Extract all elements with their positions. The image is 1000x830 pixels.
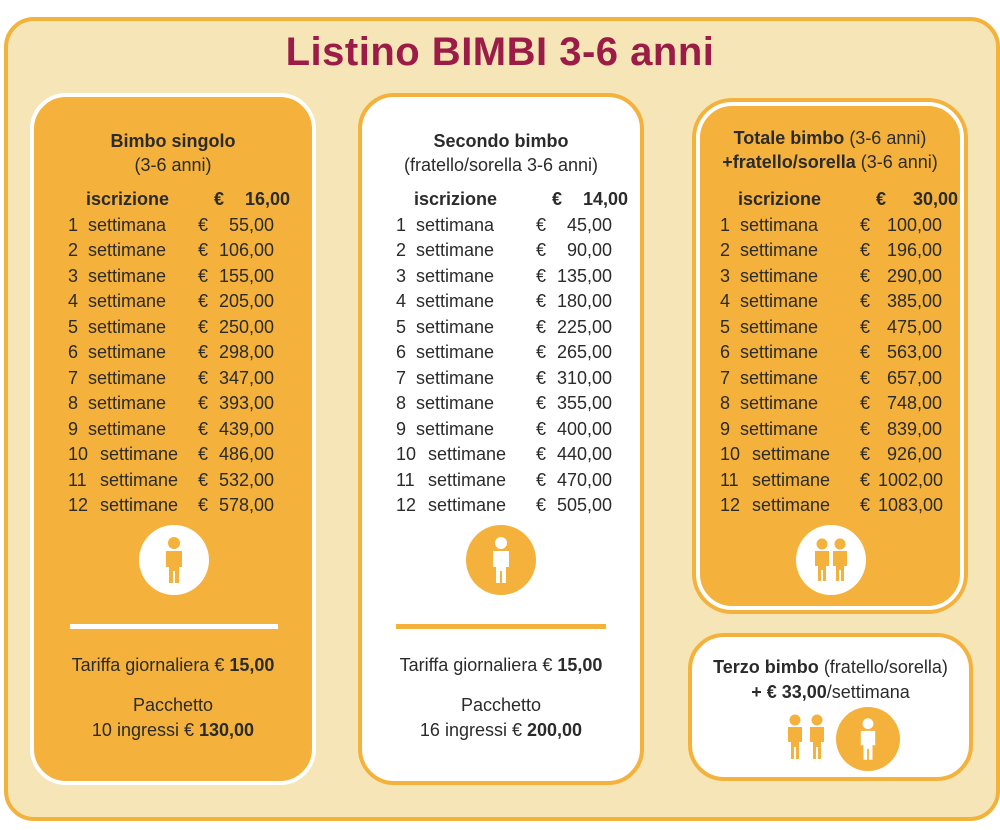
package-label: Pacchetto: [132, 695, 214, 715]
divider: [70, 624, 278, 629]
price-value: 55,00: [228, 214, 274, 235]
euro-sign: €: [860, 291, 871, 311]
price-row: [396, 238, 628, 264]
euro-sign: €: [536, 316, 547, 337]
card-title-rest: (3-6 anni): [849, 128, 927, 148]
child-icon: [836, 707, 900, 771]
euro-sign: €: [860, 469, 871, 490]
price-row: [68, 493, 290, 519]
iscrizione-label: iscrizione: [414, 189, 498, 209]
week-label: settimane: [752, 444, 831, 464]
week-label: settimane: [416, 265, 495, 286]
week-count: 10: [720, 444, 741, 464]
page-title: Listino BIMBI 3-6 anni: [285, 30, 715, 74]
price-value: 439,00: [218, 418, 274, 439]
child-icon: [139, 525, 209, 595]
week-label: settimane: [740, 316, 819, 337]
week-label: settimana: [88, 214, 167, 235]
week-label: settimane: [88, 316, 167, 337]
price-row: [720, 315, 958, 341]
euro-sign: €: [860, 495, 871, 515]
daily-rate-label: Tariffa giornaliera €: [71, 655, 225, 675]
week-count: 6: [396, 342, 407, 362]
weekly-price-unit: /settimana: [826, 682, 910, 702]
iscrizione-label: iscrizione: [86, 189, 170, 209]
package-label: Pacchetto: [460, 695, 542, 715]
daily-rate-value: 15,00: [557, 655, 603, 675]
price-value: 657,00: [886, 367, 942, 388]
week-count: 6: [720, 342, 731, 362]
iscrizione-value: 16,00: [244, 189, 290, 209]
week-count: 9: [68, 418, 79, 439]
price-table: [720, 187, 958, 519]
iscrizione-value: 14,00: [582, 189, 628, 209]
card-title-bold: Bimbo singolo: [110, 131, 236, 151]
week-label: settimane: [88, 418, 167, 439]
euro-sign: €: [198, 495, 209, 515]
euro-sign: €: [860, 418, 871, 439]
euro-sign: €: [198, 240, 209, 260]
week-label: settimane: [740, 240, 819, 260]
price-value: 926,00: [886, 444, 942, 464]
week-label: settimane: [416, 316, 495, 337]
week-count: 12: [396, 495, 417, 515]
week-label: settimane: [88, 240, 167, 260]
price-value: 486,00: [218, 444, 274, 464]
card-subtitle-rest: (3-6 anni): [860, 152, 938, 172]
price-table: [68, 187, 290, 519]
week-count: 2: [720, 240, 731, 260]
price-value: 475,00: [886, 316, 942, 337]
price-value: 839,00: [886, 418, 942, 439]
price-row: [68, 264, 290, 290]
iscrizione-label: iscrizione: [738, 189, 822, 209]
week-count: 6: [68, 342, 79, 362]
week-count: 11: [68, 469, 87, 490]
week-count: 2: [68, 240, 79, 260]
price-value: 100,00: [886, 214, 942, 235]
euro-sign: €: [536, 495, 547, 515]
week-count: 3: [68, 265, 79, 286]
price-value: 355,00: [556, 393, 612, 413]
week-label: settimane: [752, 495, 831, 515]
week-label: settimane: [416, 291, 495, 311]
price-value: 563,00: [886, 342, 942, 362]
euro-sign: €: [198, 393, 209, 413]
card-title: [692, 655, 969, 679]
week-count: 3: [396, 265, 407, 286]
euro-sign: €: [536, 418, 547, 439]
card-terzo-bimbo: [688, 633, 973, 781]
price-row: [68, 340, 290, 366]
price-row: [396, 493, 628, 519]
weekly-price-value: + € 33,00: [751, 682, 827, 702]
price-row: [68, 366, 290, 392]
week-count: 5: [68, 316, 79, 337]
price-row: [720, 238, 958, 264]
week-count: 1: [68, 214, 79, 235]
price-value: 440,00: [556, 444, 612, 464]
price-row: [68, 289, 290, 315]
price-value: 225,00: [556, 316, 612, 337]
price-row: [396, 391, 628, 417]
euro-sign: €: [536, 469, 547, 490]
euro-sign: €: [214, 189, 225, 209]
week-label: settimane: [740, 393, 819, 413]
euro-sign: €: [536, 291, 547, 311]
card-secondo-bimbo: [358, 93, 644, 785]
price-value: 298,00: [218, 342, 274, 362]
week-label: settimane: [752, 469, 831, 490]
child-icon: [466, 525, 536, 595]
euro-sign: €: [198, 214, 209, 235]
week-count: 5: [396, 316, 407, 337]
daily-rate-value: 15,00: [229, 655, 275, 675]
price-row: [68, 391, 290, 417]
price-table: [396, 187, 628, 519]
week-label: settimane: [740, 418, 819, 439]
card-title: [700, 126, 960, 150]
week-count: 12: [68, 495, 89, 515]
week-count: 5: [720, 316, 731, 337]
price-row: [396, 289, 628, 315]
card-title: [34, 129, 312, 153]
week-count: 11: [396, 469, 415, 490]
divider: [396, 624, 606, 629]
week-count: 8: [68, 393, 79, 413]
card-subtitle: [700, 150, 960, 174]
price-value: 265,00: [556, 342, 612, 362]
card-subtitle: (fratello/sorella 3-6 anni): [403, 155, 599, 175]
week-label: settimane: [416, 393, 495, 413]
card-title: [362, 129, 640, 153]
package-detail: [362, 718, 640, 743]
euro-sign: €: [876, 189, 887, 209]
week-label: settimane: [100, 444, 179, 464]
price-value: 180,00: [556, 291, 612, 311]
price-row: [68, 468, 290, 494]
euro-sign: €: [536, 214, 547, 235]
euro-sign: €: [198, 367, 209, 388]
price-row: [68, 442, 290, 468]
week-count: 7: [720, 367, 731, 388]
price-value: 1002,00: [878, 469, 944, 490]
price-row: [68, 417, 290, 443]
price-value: 106,00: [218, 240, 274, 260]
week-label: settimane: [88, 367, 167, 388]
price-row: [396, 442, 628, 468]
week-label: settimane: [740, 291, 819, 311]
week-label: settimane: [416, 367, 495, 388]
price-value: 135,00: [556, 265, 612, 286]
euro-sign: €: [536, 367, 547, 388]
euro-sign: €: [198, 418, 209, 439]
euro-sign: €: [860, 367, 871, 388]
euro-sign: €: [198, 316, 209, 337]
iscrizione-row: [68, 187, 290, 213]
price-value: 505,00: [556, 495, 612, 515]
price-row: [68, 238, 290, 264]
price-row: [396, 213, 628, 239]
euro-sign: €: [536, 444, 547, 464]
euro-sign: €: [536, 393, 547, 413]
card-title-bold: Terzo bimbo: [713, 657, 819, 677]
price-row: [720, 264, 958, 290]
daily-rate: [34, 653, 312, 678]
weekly-price: [692, 680, 969, 704]
euro-sign: €: [860, 316, 871, 337]
euro-sign: €: [860, 214, 871, 235]
week-label: settimane: [88, 393, 167, 413]
two-children-icon: [796, 525, 866, 595]
week-label: settimane: [416, 240, 495, 260]
euro-sign: €: [198, 469, 209, 490]
price-row: [720, 340, 958, 366]
price-value: 155,00: [218, 265, 274, 286]
price-value: 578,00: [218, 495, 274, 515]
package-value: 130,00: [199, 720, 255, 740]
price-value: 250,00: [218, 316, 274, 337]
price-row: [720, 391, 958, 417]
week-label: settimana: [740, 214, 819, 235]
week-label: settimana: [416, 214, 495, 235]
price-row: [720, 468, 958, 494]
week-label: settimane: [100, 495, 179, 515]
euro-sign: €: [860, 265, 871, 286]
price-value: 45,00: [566, 214, 612, 235]
card-subtitle: (3-6 anni): [134, 155, 212, 175]
package-detail: [34, 718, 312, 743]
week-label: settimane: [740, 342, 819, 362]
week-label: settimane: [428, 444, 507, 464]
price-value: 205,00: [218, 291, 274, 311]
price-row: [396, 366, 628, 392]
price-row: [396, 468, 628, 494]
euro-sign: €: [198, 342, 209, 362]
price-value: 310,00: [556, 367, 612, 388]
card-subtitle-bold: +fratello/sorella: [722, 152, 856, 172]
price-row: [720, 213, 958, 239]
week-count: 8: [720, 393, 731, 413]
card-bimbo-singolo: [30, 93, 316, 785]
price-value: 532,00: [218, 469, 274, 490]
week-count: 9: [720, 418, 731, 439]
week-count: 11: [720, 469, 739, 490]
price-row: [720, 289, 958, 315]
daily-rate-label: Tariffa giornaliera €: [399, 655, 553, 675]
price-value: 1083,00: [878, 495, 944, 515]
daily-rate: [362, 653, 640, 678]
week-count: 1: [720, 214, 731, 235]
card-title-bold: Secondo bimbo: [433, 131, 569, 151]
euro-sign: €: [198, 291, 209, 311]
week-count: 4: [68, 291, 79, 311]
iscrizione-row: [396, 187, 628, 213]
week-label: settimane: [740, 367, 819, 388]
price-value: 347,00: [218, 367, 274, 388]
week-label: settimane: [88, 291, 167, 311]
week-count: 10: [68, 444, 89, 464]
price-value: 393,00: [218, 393, 274, 413]
card-title-bold: Totale bimbo: [733, 128, 845, 148]
price-value: 385,00: [886, 291, 942, 311]
euro-sign: €: [860, 393, 871, 413]
week-label: settimane: [88, 342, 167, 362]
price-row: [396, 315, 628, 341]
week-count: 4: [720, 291, 731, 311]
euro-sign: €: [552, 189, 563, 209]
euro-sign: €: [860, 444, 871, 464]
price-row: [68, 213, 290, 239]
card-title-rest: (fratello/sorella): [823, 657, 948, 677]
week-count: 3: [720, 265, 731, 286]
euro-sign: €: [860, 342, 871, 362]
week-count: 2: [396, 240, 407, 260]
package-detail-label: 10 ingressi €: [91, 720, 194, 740]
price-row: [396, 264, 628, 290]
package-detail-label: 16 ingressi €: [419, 720, 522, 740]
iscrizione-value: 30,00: [912, 189, 958, 209]
iscrizione-row: [720, 187, 958, 213]
euro-sign: €: [536, 265, 547, 286]
euro-sign: €: [860, 240, 871, 260]
week-count: 9: [396, 418, 407, 439]
price-row: [720, 442, 958, 468]
week-label: settimane: [428, 469, 507, 490]
price-value: 400,00: [556, 418, 612, 439]
card-totale: [696, 102, 964, 610]
price-value: 748,00: [886, 393, 942, 413]
week-label: settimane: [416, 342, 495, 362]
week-count: 1: [396, 214, 407, 235]
week-label: settimane: [100, 469, 179, 490]
week-label: settimane: [740, 265, 819, 286]
package-value: 200,00: [527, 720, 583, 740]
price-value: 470,00: [556, 469, 612, 490]
week-label: settimane: [428, 495, 507, 515]
price-row: [720, 493, 958, 519]
week-count: 7: [68, 367, 79, 388]
euro-sign: €: [198, 444, 209, 464]
week-count: 8: [396, 393, 407, 413]
week-label: settimane: [88, 265, 167, 286]
week-count: 10: [396, 444, 417, 464]
week-count: 12: [720, 495, 741, 515]
price-value: 196,00: [886, 240, 942, 260]
price-value: 90,00: [566, 240, 612, 260]
price-row: [396, 340, 628, 366]
euro-sign: €: [198, 265, 209, 286]
euro-sign: €: [536, 342, 547, 362]
euro-sign: €: [536, 240, 547, 260]
price-row: [396, 417, 628, 443]
two-children-icon: [780, 713, 832, 763]
week-count: 4: [396, 291, 407, 311]
price-row: [68, 315, 290, 341]
week-label: settimane: [416, 418, 495, 439]
price-value: 290,00: [886, 265, 942, 286]
price-row: [720, 417, 958, 443]
week-count: 7: [396, 367, 407, 388]
price-row: [720, 366, 958, 392]
